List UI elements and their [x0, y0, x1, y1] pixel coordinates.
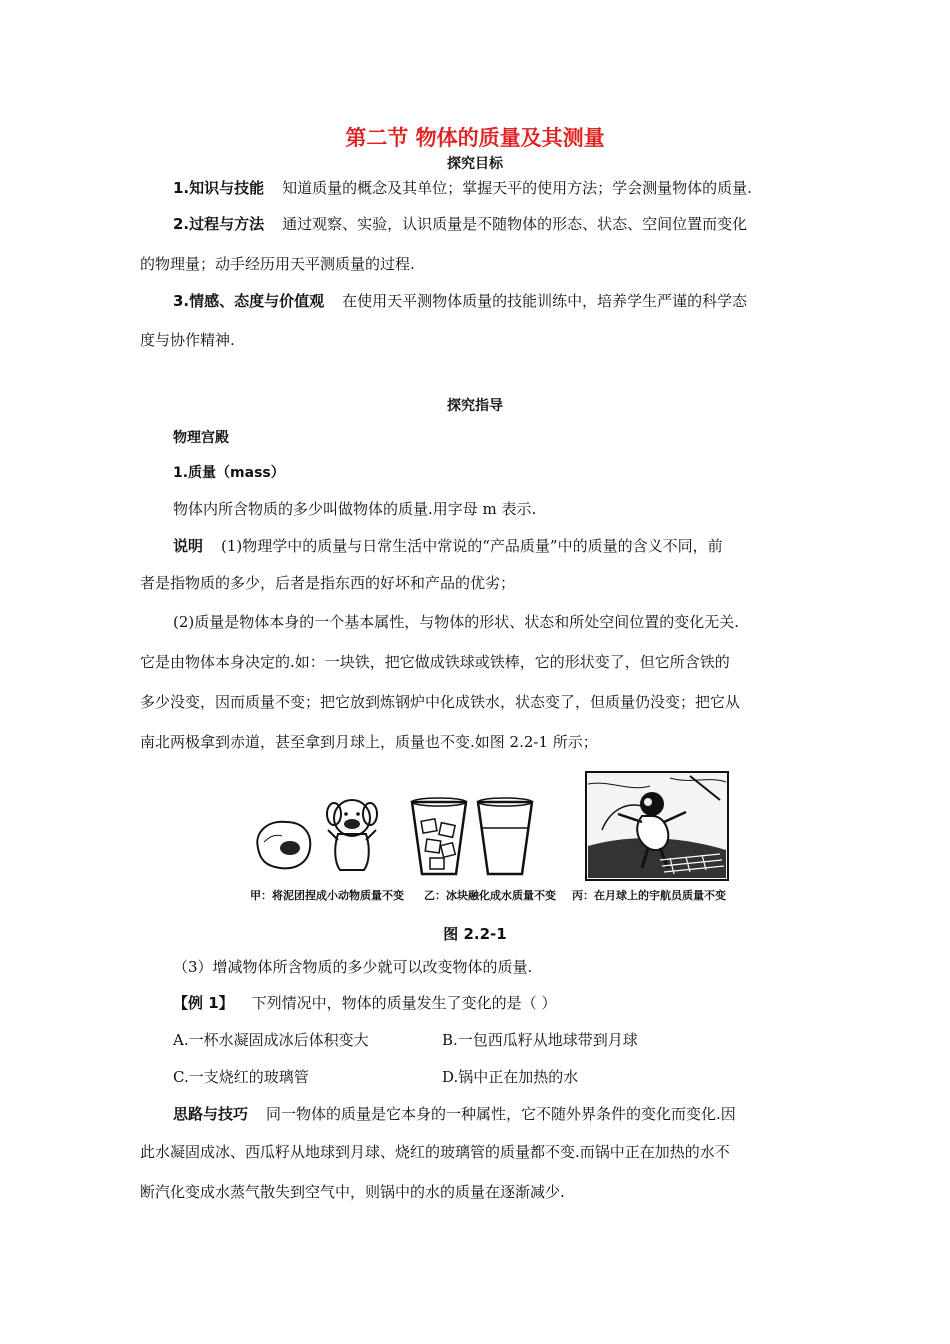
glass-with-water-image	[478, 798, 532, 874]
note-1-text: (1)物理学中的质量与日常生活中常说的“产品质量”中的质量的含义不同，前	[221, 537, 723, 555]
tips	[173, 1104, 736, 1124]
guide-heading: 探究指导	[447, 398, 503, 414]
tips-text: 同一物体的质量是它本身的一种属性，它不随外界条件的变化而变化.因	[266, 1105, 736, 1123]
note-3: （3）增减物体所含物质的多少就可以改变物体的质量.	[173, 958, 533, 976]
section-heading: 物理宫殿	[173, 430, 229, 446]
example-question: 下列情况中，物体的质量发生了变化的是（ ）	[251, 994, 557, 1012]
caption-bing: 丙：在月球上的宇航员质量不变	[572, 889, 726, 902]
goal-item-1-text: 知道质量的概念及其单位；掌握天平的使用方法；学会测量物体的质量.	[282, 179, 752, 197]
note-2-line-4: 南北两极拿到赤道，甚至拿到月球上，质量也不变.如图 2.2-1 所示；	[140, 733, 598, 751]
note-1	[173, 536, 723, 556]
note-label: 说明	[173, 537, 204, 555]
note-2: (2)质量是物体本身的一个基本属性，与物体的形状、状态和所处空间位置的变化无关.	[173, 613, 740, 631]
tips-line-2: 此水凝固成冰、西瓜籽从地球到月球、烧红的玻璃管的质量都不变.而锅中正在加热的水不	[140, 1143, 730, 1161]
goal-item-2-text: 通过观察、实验，认识质量是不随物体的形态、状态、空间位置而变化	[282, 215, 748, 233]
goal-item-2-continued: 的物理量；动手经历用天平测质量的过程.	[140, 255, 415, 273]
figure-illustrations	[250, 770, 740, 885]
glass-with-ice-image	[412, 798, 466, 874]
goal-item-3	[173, 291, 747, 311]
goals-heading: 探究目标	[447, 156, 503, 172]
item-heading: 1.质量（mass）	[173, 465, 285, 481]
option-d: D.锅中正在加热的水	[442, 1068, 579, 1086]
goal-item-2-label: 2.过程与方法	[173, 215, 265, 233]
goal-item-1	[173, 178, 752, 198]
option-c: C.一支烧红的玻璃管	[173, 1068, 309, 1086]
astronaut-on-moon-image	[586, 772, 728, 880]
option-a: A.一杯水凝固成冰后体积变大	[173, 1031, 369, 1049]
figure-2-2-1	[250, 770, 740, 905]
caption-jia: 甲：将泥团捏成小动物质量不变	[250, 889, 404, 902]
tips-line-3: 断汽化变成水蒸气散失到空气中，则锅中的水的质量在逐渐减少.	[140, 1183, 565, 1201]
page-title: 第二节 物体的质量及其测量	[345, 126, 605, 150]
goal-item-3-continued: 度与协作精神.	[140, 331, 235, 349]
note-2-line-2: 它是由物体本身决定的.如：一块铁，把它做成铁球或铁棒，它的形状变了，但它所含铁的	[140, 653, 730, 671]
goal-item-2	[173, 214, 747, 234]
goal-item-3-text: 在使用天平测物体质量的技能训练中，培养学生严谨的科学态	[342, 292, 748, 310]
goal-item-3-label: 3.情感、态度与价值观	[173, 292, 325, 310]
tips-label: 思路与技巧	[173, 1105, 249, 1123]
goal-item-1-label: 1.知识与技能	[173, 179, 265, 197]
option-b: B.一包西瓜籽从地球带到月球	[442, 1031, 638, 1049]
clay-lump-image	[257, 822, 310, 869]
clay-dog-image	[327, 800, 377, 870]
figure-label: 图 2.2-1	[443, 925, 507, 943]
definition-text: 物体内所含物质的多少叫做物体的质量.用字母 m 表示.	[173, 500, 537, 518]
note-1-continued: 者是指物质的多少，后者是指东西的好坏和产品的优劣；	[140, 574, 516, 592]
caption-yi: 乙：冰块融化成水质量不变	[424, 889, 556, 902]
note-2-line-3: 多少没变，因而质量不变；把它放到炼钢炉中化成铁水，状态变了，但质量仍没变；把它从	[140, 693, 741, 711]
example-1	[173, 993, 556, 1013]
example-label: 【例 1】	[173, 994, 234, 1012]
